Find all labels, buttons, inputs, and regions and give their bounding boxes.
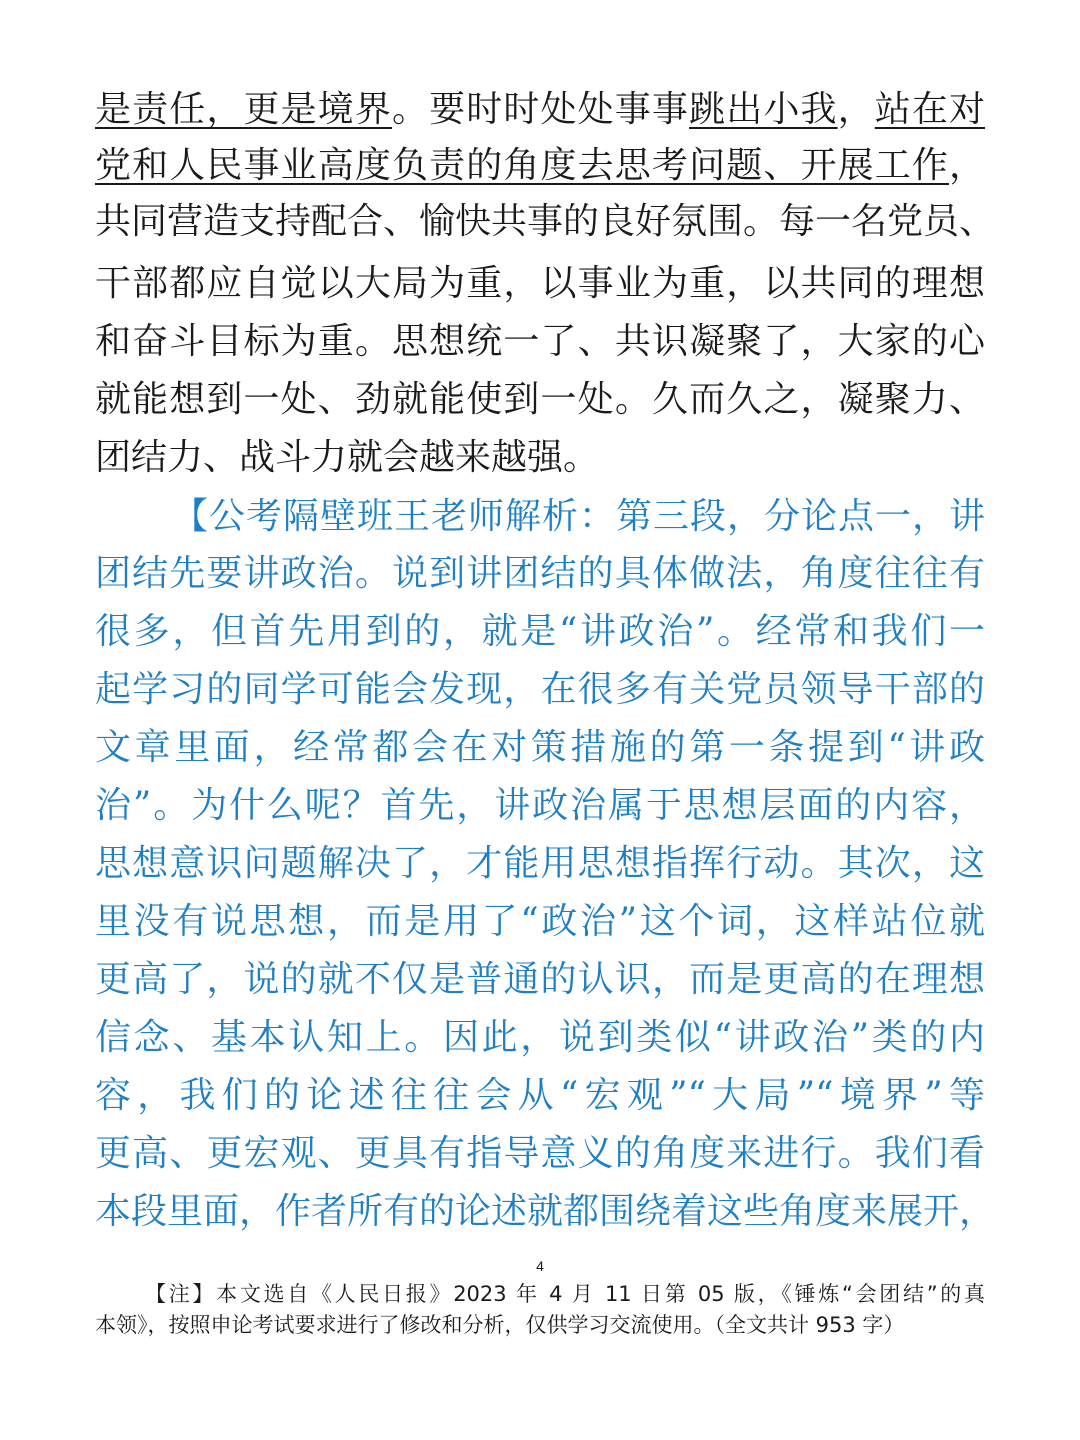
analysis-line-5: 文章里面，经常都会在对策措施的第一条提到“讲政: [95, 727, 985, 768]
body-line-1: [95, 88, 985, 132]
page-number: 4: [536, 1258, 544, 1274]
body-text: ，: [948, 145, 985, 186]
footnote-line-2: 本领》，按照申论考试要求进行了修改和分析，仅供学习交流使用。（全文共计 953 字）: [95, 1313, 905, 1337]
underlined-phrase: 党和人民事业高度负责的角度去思考问题、开展工作: [95, 145, 949, 186]
analysis-line-13: 本段里面，作者所有的论述就都围绕着这些角度来展开，: [95, 1191, 996, 1232]
analysis-line-4: 起学习的同学可能会发现，在很多有关党员领导干部的: [95, 669, 985, 710]
analysis-line-7: 思想意识问题解决了，才能用思想指挥行动。其次，这: [95, 843, 985, 884]
footnote-line-1: 【注】本文选自《人民日报》2023 年 4 月 11 日第 05 版，《锤炼“会团结”的真: [145, 1282, 985, 1306]
body-line-7: 团结力、战斗力就会越来越强。: [95, 437, 600, 478]
analysis-line-12: 更高、更宏观、更具有指导意义的角度来进行。我们看: [95, 1133, 985, 1174]
analysis-line-1: 【公考隔壁班王老师解析：第三段，分论点一，讲: [172, 496, 985, 537]
body-line-6: 就能想到一处、劲就能使到一处。久而久之，凝聚力、: [95, 379, 985, 420]
body-line-4: 干部都应自觉以大局为重，以事业为重，以共同的理想: [95, 263, 985, 304]
body-text: ，: [837, 89, 875, 130]
body-line-5: 和奋斗目标为重。思想统一了、共识凝聚了，大家的心: [95, 321, 985, 362]
analysis-line-11: 容，我们的论述往往会从“宏观”“大局”“境界”等: [95, 1075, 985, 1116]
analysis-line-10: 信念、基本认知上。因此，说到类似“讲政治”类的内: [95, 1017, 985, 1058]
analysis-line-2: 团结先要讲政治。说到讲团结的具体做法，角度往往有: [95, 553, 985, 594]
body-text: 。要时时处处事事: [392, 89, 690, 130]
body-line-2: [95, 144, 985, 188]
underlined-phrase: 跳出小我: [689, 89, 838, 130]
analysis-line-9: 更高了，说的就不仅是普通的认识，而是更高的在理想: [95, 959, 985, 1000]
analysis-line-3: 很多，但首先用到的，就是“讲政治”。经常和我们一: [95, 611, 985, 652]
analysis-line-8: 里没有说思想，而是用了“政治”这个词，这样站位就: [95, 901, 985, 942]
body-line-3: 共同营造支持配合、愉快共事的良好氛围。每一名党员、: [95, 201, 996, 242]
underlined-phrase: 站在对: [874, 89, 985, 130]
analysis-line-6: 治”。为什么呢？首先，讲政治属于思想层面的内容，: [95, 785, 985, 826]
underlined-phrase: 是责任，更是境界: [95, 89, 393, 130]
